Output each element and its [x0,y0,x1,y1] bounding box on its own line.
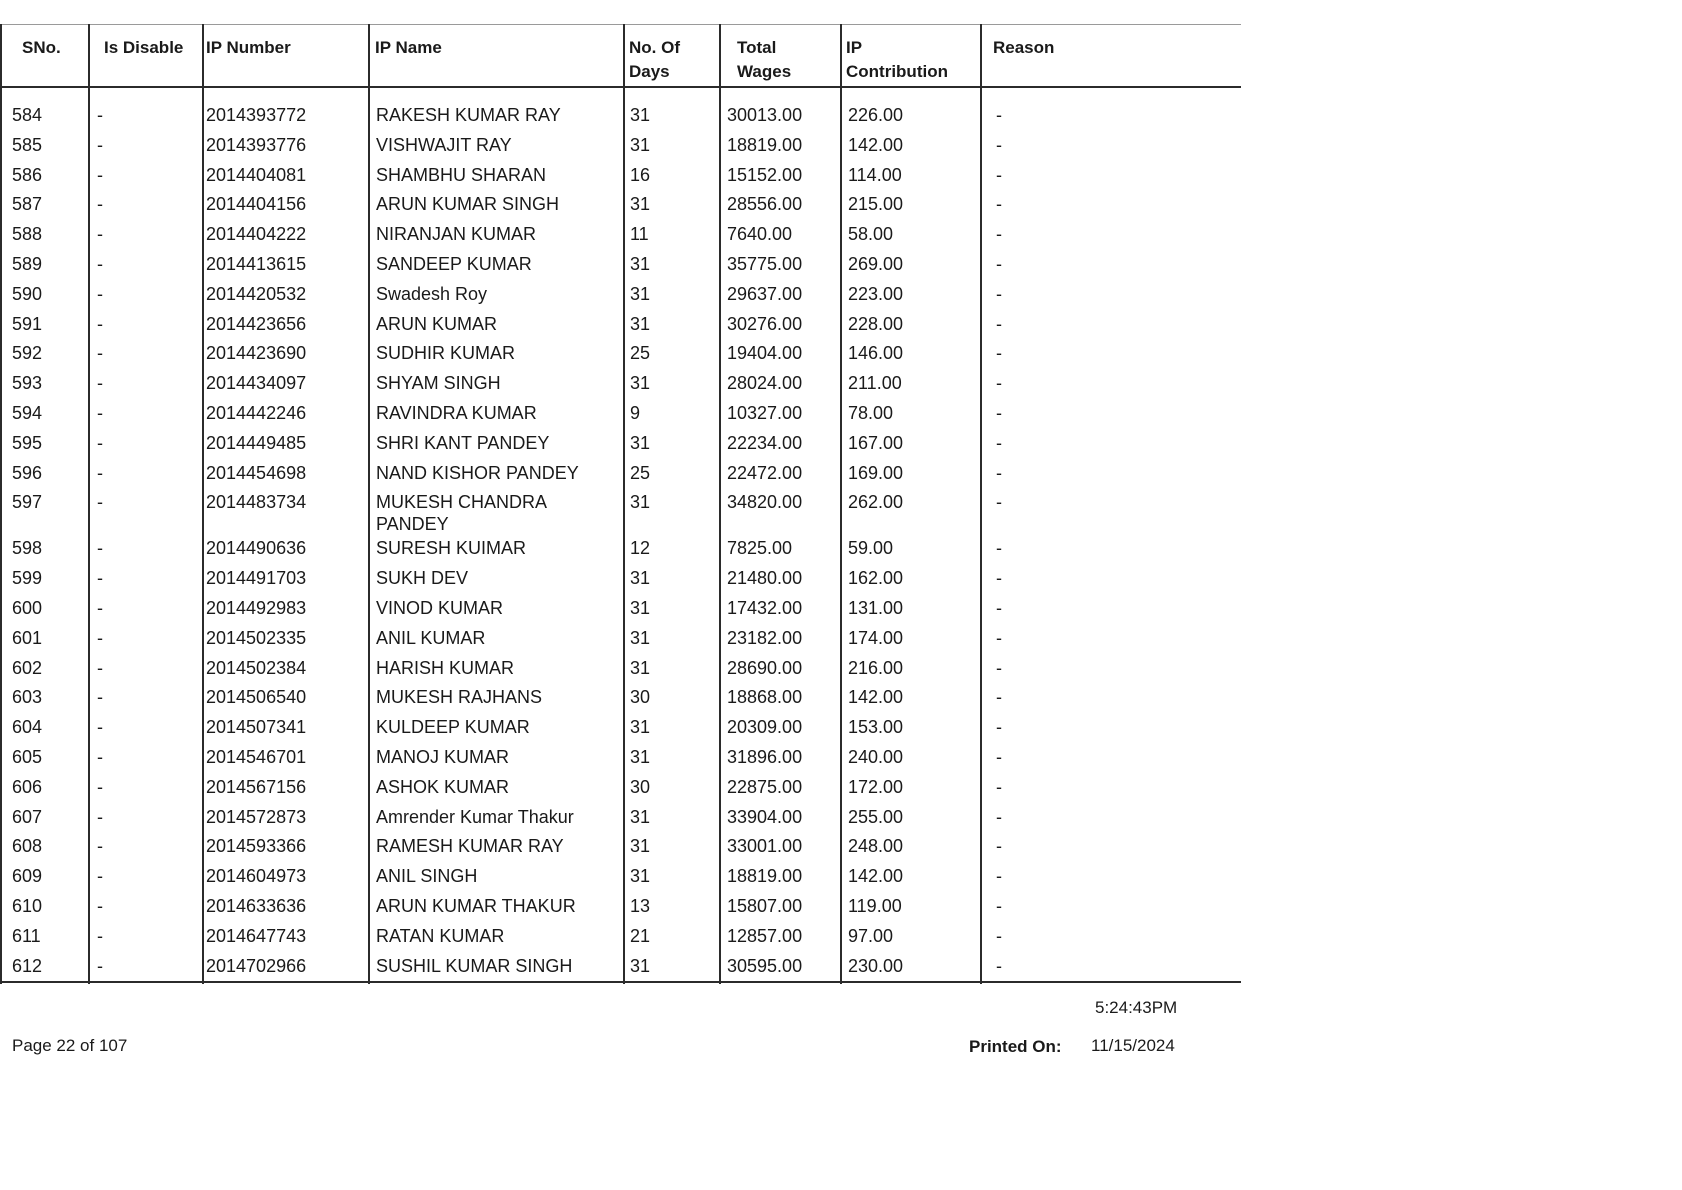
cell-no-of-days: 9 [630,402,641,423]
cell-ip-contribution: 215.00 [848,194,904,215]
cell-ip-contribution: 78.00 [848,402,894,423]
cell-no-of-days: 31 [630,492,651,513]
cell-ip-contribution: 59.00 [848,538,894,559]
cell-ip-contribution: 174.00 [848,627,904,648]
table-row [0,283,1241,313]
cell-no-of-days: 31 [630,806,651,827]
cell-total-wages: 23182.00 [727,627,803,648]
table-row [0,342,1241,372]
cell-reason: - [996,492,1002,513]
cell-ip-name: SANDEEP KUMAR [376,253,532,274]
header-no-of-days-line1: No. Of [629,38,680,57]
cell-ip-contribution: 142.00 [848,687,904,708]
cell-is-disable: - [97,224,103,245]
header-bottom-rule [0,86,1241,88]
table-row [0,402,1241,432]
cell-ip-name: SHRI KANT PANDEY [376,432,550,453]
cell-is-disable: - [97,134,103,155]
table-row [0,372,1241,402]
cell-ip-name: VINOD KUMAR [376,597,504,618]
cell-sno: 596 [12,462,43,483]
cell-total-wages: 33001.00 [727,836,803,857]
cell-is-disable: - [97,313,103,334]
cell-ip-number: 2014502384 [206,657,307,678]
cell-ip-contribution: 228.00 [848,313,904,334]
cell-sno: 585 [12,134,43,155]
cell-is-disable: - [97,895,103,916]
cell-ip-name: SHAMBHU SHARAN [376,164,547,185]
cell-reason: - [996,895,1002,916]
cell-no-of-days: 31 [630,746,651,767]
cell-no-of-days: 31 [630,283,651,304]
cell-sno: 586 [12,164,43,185]
cell-ip-contribution: 142.00 [848,866,904,887]
cell-reason: - [996,373,1002,394]
cell-sno: 588 [12,224,43,245]
cell-total-wages: 34820.00 [727,492,803,513]
cell-ip-name: Amrender Kumar Thakur [376,806,574,827]
table-row [0,895,1241,925]
table-row [0,865,1241,895]
table-row [0,597,1241,627]
cell-no-of-days: 31 [630,568,651,589]
cell-ip-number: 2014593366 [206,836,307,857]
cell-reason: - [996,955,1002,976]
cell-ip-number: 2014483734 [206,492,307,513]
cell-total-wages: 22234.00 [727,432,803,453]
header-ip-name-label: IP Name [375,38,442,57]
cell-reason: - [996,836,1002,857]
table-row [0,806,1241,836]
cell-no-of-days: 16 [630,164,651,185]
header-reason-label: Reason [993,38,1055,57]
cell-ip-name: RATAN KUMAR [376,925,505,946]
cell-ip-contribution: 223.00 [848,283,904,304]
cell-is-disable: - [97,657,103,678]
cell-reason: - [996,283,1002,304]
cell-ip-number: 2014491703 [206,568,307,589]
cell-sno: 597 [12,492,43,513]
cell-is-disable: - [97,627,103,648]
cell-ip-name: ARUN KUMAR THAKUR [376,895,576,916]
cell-no-of-days: 31 [630,627,651,648]
cell-sno: 608 [12,836,43,857]
cell-ip-name: HARISH KUMAR [376,657,515,678]
cell-ip-number: 2014404081 [206,164,307,185]
header-ip-name [375,36,442,60]
header-reason [993,36,1054,60]
cell-ip-name: RAVINDRA KUMAR [376,402,537,423]
cell-ip-contribution: 172.00 [848,776,904,797]
header-is-disable [104,36,183,60]
cell-sno: 591 [12,313,43,334]
cell-total-wages: 7640.00 [727,224,793,245]
cell-is-disable: - [97,164,103,185]
cell-ip-number: 2014506540 [206,687,307,708]
cell-is-disable: - [97,925,103,946]
cell-ip-contribution: 146.00 [848,343,904,364]
cell-ip-name: SUKH DEV [376,568,469,589]
cell-total-wages: 35775.00 [727,253,803,274]
cell-sno: 601 [12,627,43,648]
cell-ip-number: 2014442246 [206,402,307,423]
cell-ip-number: 2014449485 [206,432,307,453]
cell-sno: 593 [12,373,43,394]
cell-no-of-days: 25 [630,462,651,483]
cell-ip-name: NIRANJAN KUMAR [376,224,537,245]
cell-sno: 611 [12,925,41,946]
cell-sno: 587 [12,194,43,215]
cell-sno: 606 [12,776,43,797]
cell-total-wages: 20309.00 [727,717,803,738]
table-row [0,835,1241,865]
cell-reason: - [996,776,1002,797]
printed-on-date: 11/15/2024 [1091,1036,1175,1055]
cell-ip-name: KULDEEP KUMAR [376,717,530,738]
cell-reason: - [996,866,1002,887]
cell-is-disable: - [97,597,103,618]
cell-no-of-days: 31 [630,597,651,618]
table-row [0,432,1241,462]
cell-ip-contribution: 226.00 [848,105,904,125]
cell-ip-contribution: 216.00 [848,657,904,678]
cell-ip-number: 2014420532 [206,283,307,304]
cell-no-of-days: 31 [630,955,651,976]
cell-ip-number: 2014393772 [206,105,307,125]
table-row [0,537,1241,567]
table-row [0,223,1241,253]
cell-ip-contribution: 255.00 [848,806,904,827]
cell-ip-number: 2014404156 [206,194,307,215]
cell-reason: - [996,627,1002,648]
cell-ip-contribution: 153.00 [848,717,904,738]
cell-total-wages: 22875.00 [727,776,803,797]
cell-reason: - [996,538,1002,559]
cell-total-wages: 18868.00 [727,687,803,708]
cell-total-wages: 18819.00 [727,134,803,155]
cell-is-disable: - [97,776,103,797]
cell-total-wages: 15152.00 [727,164,803,185]
cell-reason: - [996,746,1002,767]
cell-no-of-days: 31 [630,313,651,334]
cell-is-disable: - [97,717,103,738]
cell-reason: - [996,164,1002,185]
cell-ip-name: SHYAM SINGH [376,373,501,394]
header-no-of-days [629,36,680,84]
table-row [0,925,1241,955]
cell-total-wages: 31896.00 [727,746,803,767]
cell-ip-number: 2014502335 [206,627,307,648]
table-row [0,716,1241,746]
cell-ip-name: MUKESH RAJHANS [376,687,543,708]
cell-sno: 605 [12,746,43,767]
cell-no-of-days: 13 [630,895,651,916]
cell-is-disable: - [97,105,103,125]
cell-is-disable: - [97,687,103,708]
cell-sno: 598 [12,538,43,559]
cell-no-of-days: 31 [630,717,651,738]
header-no-of-days-line2: Days [629,62,670,81]
header-sno-label: SNo. [22,38,61,57]
cell-no-of-days: 31 [630,432,651,453]
cell-ip-contribution: 269.00 [848,253,904,274]
cell-no-of-days: 25 [630,343,651,364]
cell-is-disable: - [97,462,103,483]
cell-ip-number: 2014490636 [206,538,307,559]
cell-is-disable: - [97,492,103,513]
cell-ip-number: 2014413615 [206,253,307,274]
cell-ip-contribution: 248.00 [848,836,904,857]
cell-total-wages: 7825.00 [727,538,793,559]
cell-ip-contribution: 167.00 [848,432,904,453]
cell-sno: 590 [12,283,43,304]
cell-is-disable: - [97,568,103,589]
cell-reason: - [996,568,1002,589]
cell-sno: 600 [12,597,43,618]
cell-reason: - [996,134,1002,155]
cell-ip-number: 2014604973 [206,866,307,887]
cell-ip-name: Swadesh Roy [376,283,488,304]
header-ip-number [206,36,291,60]
cell-is-disable: - [97,373,103,394]
cell-is-disable: - [97,866,103,887]
cell-ip-name: SUSHIL KUMAR SINGH [376,955,573,976]
table-top-rule [0,24,1241,25]
cell-no-of-days: 21 [630,925,651,946]
cell-ip-contribution: 58.00 [848,224,894,245]
cell-total-wages: 19404.00 [727,343,803,364]
table-row [0,164,1241,194]
cell-ip-name: NAND KISHOR PANDEY [376,462,579,483]
cell-reason: - [996,687,1002,708]
cell-sno: 594 [12,402,43,423]
cell-ip-contribution: 142.00 [848,134,904,155]
cell-reason: - [996,717,1002,738]
cell-ip-number: 2014507341 [206,717,307,738]
table-row [0,462,1241,492]
cell-no-of-days: 31 [630,194,651,215]
cell-is-disable: - [97,806,103,827]
header-total-wages-line2: Wages [737,62,792,81]
cell-reason: - [996,253,1002,274]
printed-on-label: Printed On: [969,1037,1062,1056]
table-row [0,491,1241,537]
cell-ip-number: 2014647743 [206,925,307,946]
cell-ip-number: 2014633636 [206,895,307,916]
header-ip-number-label: IP Number [206,38,291,57]
cell-reason: - [996,432,1002,453]
cell-is-disable: - [97,283,103,304]
cell-is-disable: - [97,432,103,453]
cell-ip-contribution: 262.00 [848,492,904,513]
cell-ip-name: ANIL SINGH [376,866,478,887]
cell-no-of-days: 12 [630,538,651,559]
cell-sno: 603 [12,687,43,708]
cell-reason: - [996,657,1002,678]
cell-total-wages: 28024.00 [727,373,803,394]
cell-ip-number: 2014546701 [206,746,307,767]
cell-sno: 592 [12,343,43,364]
header-sno [22,36,61,60]
cell-ip-contribution: 230.00 [848,955,904,976]
cell-sno: 599 [12,568,43,589]
cell-total-wages: 30013.00 [727,105,803,125]
cell-total-wages: 30595.00 [727,955,803,976]
cell-sno: 589 [12,253,43,274]
table-row [0,686,1241,716]
table-row [0,657,1241,687]
cell-is-disable: - [97,194,103,215]
cell-ip-name: ANIL KUMAR [376,627,486,648]
cell-no-of-days: 31 [630,134,651,155]
cell-is-disable: - [97,343,103,364]
cell-total-wages: 21480.00 [727,568,803,589]
cell-no-of-days: 31 [630,657,651,678]
cell-sno: 607 [12,806,43,827]
header-total-wages [737,36,791,84]
cell-ip-name: RAKESH KUMAR RAY [376,105,561,125]
cell-ip-number: 2014572873 [206,806,307,827]
cell-ip-name: RAMESH KUMAR RAY [376,836,564,857]
cell-is-disable: - [97,836,103,857]
table-row [0,193,1241,223]
cell-no-of-days: 31 [630,373,651,394]
header-total-wages-line1: Total [737,38,777,57]
header-ip-contribution-line2: Contribution [846,62,948,81]
cell-no-of-days: 30 [630,687,651,708]
cell-ip-contribution: 169.00 [848,462,904,483]
cell-ip-name: ASHOK KUMAR [376,776,510,797]
cell-no-of-days: 31 [630,866,651,887]
cell-is-disable: - [97,402,103,423]
cell-ip-name: ARUN KUMAR [376,313,498,334]
cell-reason: - [996,313,1002,334]
cell-ip-contribution: 131.00 [848,597,904,618]
cell-total-wages: 12857.00 [727,925,803,946]
cell-ip-contribution: 114.00 [848,164,902,185]
cell-no-of-days: 31 [630,836,651,857]
cell-total-wages: 29637.00 [727,283,803,304]
cell-total-wages: 33904.00 [727,806,803,827]
table-row [0,627,1241,657]
cell-sno: 612 [12,955,43,976]
cell-reason: - [996,224,1002,245]
cell-sno: 595 [12,432,43,453]
cell-is-disable: - [97,538,103,559]
cell-sno: 604 [12,717,43,738]
cell-ip-number: 2014434097 [206,373,307,394]
table-body [0,104,1241,984]
cell-ip-contribution: 97.00 [848,925,894,946]
table-row [0,134,1241,164]
header-ip-contribution-line1: IP [846,38,863,57]
cell-total-wages: 18819.00 [727,866,803,887]
cell-no-of-days: 31 [630,253,651,274]
table-row [0,955,1241,985]
cell-ip-name: SURESH KUIMAR [376,538,527,559]
cell-ip-contribution: 211.00 [848,373,902,394]
cell-ip-number: 2014454698 [206,462,307,483]
cell-ip-name: ARUN KUMAR SINGH [376,194,560,215]
cell-total-wages: 10327.00 [727,402,803,423]
cell-ip-name: SUDHIR KUMAR [376,343,516,364]
print-time: 5:24:43PM [1095,998,1178,1017]
table-row [0,776,1241,806]
cell-sno: 610 [12,895,43,916]
cell-ip-contribution: 240.00 [848,746,904,767]
table-row [0,253,1241,283]
cell-total-wages: 15807.00 [727,895,803,916]
cell-ip-contribution: 119.00 [848,895,902,916]
cell-reason: - [996,343,1002,364]
table-row [0,567,1241,597]
cell-total-wages: 28556.00 [727,194,803,215]
cell-reason: - [996,925,1002,946]
cell-sno: 584 [12,105,43,125]
table-row [0,746,1241,776]
cell-reason: - [996,402,1002,423]
cell-is-disable: - [97,746,103,767]
table-row [0,104,1241,134]
cell-ip-number: 2014423656 [206,313,307,334]
cell-ip-number: 2014404222 [206,224,307,245]
cell-reason: - [996,462,1002,483]
cell-reason: - [996,194,1002,215]
cell-is-disable: - [97,955,103,976]
header-is-disable-label: Is Disable [104,38,184,57]
cell-total-wages: 28690.00 [727,657,803,678]
cell-sno: 609 [12,866,43,887]
page-number: Page 22 of 107 [12,1036,128,1055]
cell-ip-number: 2014567156 [206,776,307,797]
cell-ip-contribution: 162.00 [848,568,904,589]
cell-reason: - [996,105,1002,125]
cell-ip-number: 2014423690 [206,343,307,364]
cell-is-disable: - [97,253,103,274]
cell-sno: 602 [12,657,43,678]
header-ip-contribution [846,36,948,84]
cell-ip-number: 2014702966 [206,955,307,976]
cell-total-wages: 30276.00 [727,313,803,334]
cell-no-of-days: 30 [630,776,651,797]
table-row [0,313,1241,343]
cell-ip-name: MANOJ KUMAR [376,746,510,767]
cell-reason: - [996,806,1002,827]
cell-ip-number: 2014492983 [206,597,307,618]
cell-no-of-days: 11 [630,224,649,245]
cell-total-wages: 22472.00 [727,462,803,483]
cell-total-wages: 17432.00 [727,597,803,618]
cell-no-of-days: 31 [630,105,651,125]
cell-ip-number: 2014393776 [206,134,307,155]
cell-ip-name: MUKESH CHANDRA PANDEY [376,492,547,535]
cell-ip-name: VISHWAJIT RAY [376,134,512,155]
cell-reason: - [996,597,1002,618]
